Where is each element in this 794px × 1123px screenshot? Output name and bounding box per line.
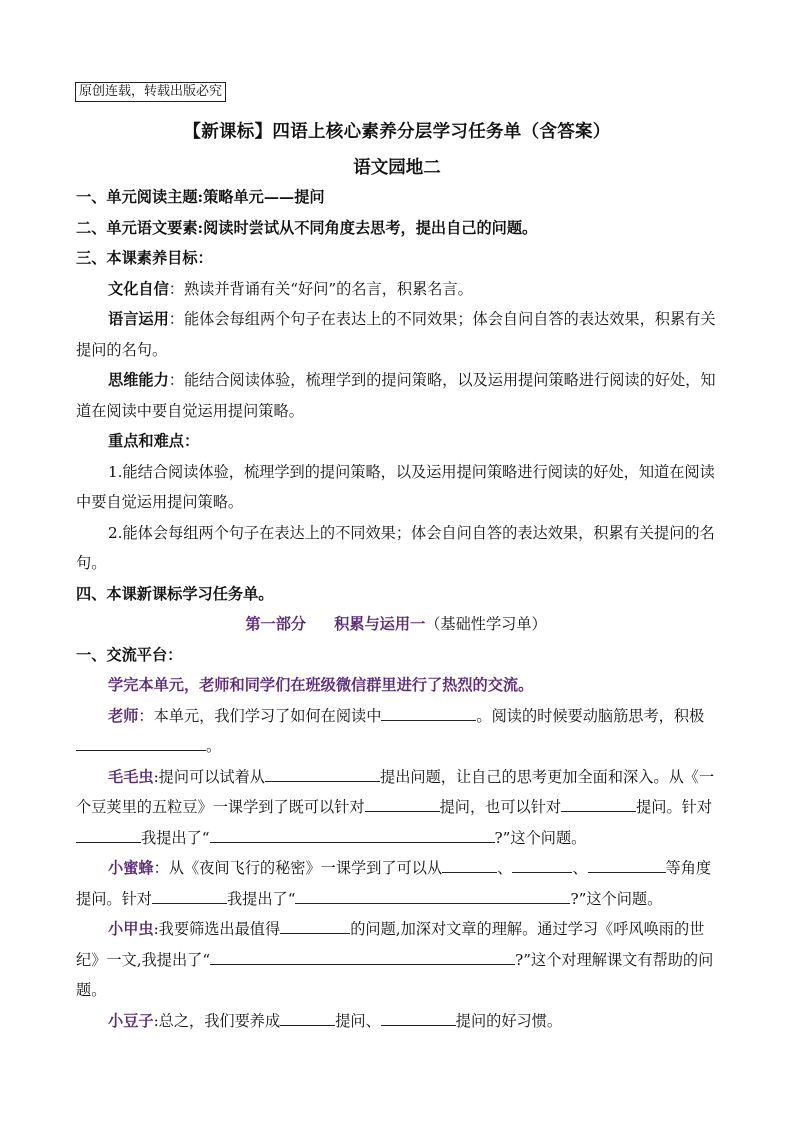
teacher-name: 老师 xyxy=(108,706,139,725)
document-body xyxy=(76,182,716,1036)
bee-text-5: 我提出了“ xyxy=(226,889,296,908)
goal-culture-label: 文化自信 xyxy=(108,279,169,298)
bee-name: 小蜜蜂 xyxy=(108,859,154,877)
fill-blank[interactable] xyxy=(280,919,350,934)
unit-theme: 一、单元阅读主题:策略单元——提问 xyxy=(76,188,325,206)
bean-text-3: 提问的好习惯。 xyxy=(455,1011,563,1030)
goal-language xyxy=(76,304,716,365)
part-name: 积累与运用一 xyxy=(334,615,426,633)
bee-text-2: 、 xyxy=(497,859,513,877)
fill-blank[interactable] xyxy=(442,858,497,873)
chat-intro: 学完本单元，老师和同学们在班级微信群里进行了热烈的交流。 xyxy=(108,676,534,694)
fill-blank[interactable] xyxy=(561,797,636,812)
bean-text-1: :总之，我们要养成 xyxy=(153,1011,281,1030)
fill-blank[interactable] xyxy=(588,858,666,873)
copyright-stamp: 原创连载，转载出版必究 xyxy=(75,82,226,102)
bean-name: 小豆子 xyxy=(108,1011,154,1030)
fill-blank[interactable] xyxy=(381,706,476,721)
caterpillar-name: 毛毛虫 xyxy=(108,767,154,786)
bee-text-3: 、 xyxy=(572,859,588,877)
teacher-text-2: 。阅读的时候要动脑筋思考，积极 xyxy=(476,706,705,725)
caterpillar-text-6: ?”这个问题。 xyxy=(494,828,587,847)
bee-text-1: ：从《夜间飞行的秘密》一课学到了可以从 xyxy=(153,859,443,877)
part-title: 第一部分 xyxy=(245,615,307,633)
fill-blank[interactable] xyxy=(210,828,495,843)
document-title: 【新课标】四语上核心素养分层学习任务单（含答案） xyxy=(183,122,611,142)
task-sheet-heading: 四、本课新课标学习任务单。 xyxy=(76,584,274,603)
fill-blank[interactable] xyxy=(152,889,227,904)
goal-culture xyxy=(76,274,716,305)
bean-text-2: 提问、 xyxy=(335,1011,381,1030)
bee-text-4: 等角度提问。针对 xyxy=(76,859,712,908)
fill-blank[interactable] xyxy=(76,736,206,751)
caterpillar-message xyxy=(76,762,716,854)
beetle-name: 小甲虫 xyxy=(108,920,154,938)
beetle-text-3: ?”这个对理解课文有帮助的问题。 xyxy=(76,950,714,999)
beetle-text-1: :我要筛选出最值得 xyxy=(153,920,281,938)
goal-culture-text: ：熟读并背诵有关“好问”的名言，积累名言。 xyxy=(168,279,473,298)
fill-blank[interactable] xyxy=(512,858,572,873)
part-tag: （基础性学习单） xyxy=(425,615,547,633)
bee-message xyxy=(76,853,716,914)
fill-blank[interactable] xyxy=(381,1011,456,1026)
teacher-text-3: 。 xyxy=(206,737,222,755)
lesson-goals-heading: 三、本课素养目标： xyxy=(76,249,213,267)
beetle-text-2: 的问题,加深对文章的理解。通过学习《呼风唤雨的世纪》一文,我提出了“ xyxy=(76,920,705,969)
bee-text-6: ?”这个问题。 xyxy=(570,889,663,908)
teacher-text-1: ：本单元，我们学习了如何在阅读中 xyxy=(138,706,382,725)
question-1-heading: 一、交流平台： xyxy=(76,645,183,664)
fill-blank[interactable] xyxy=(365,797,440,812)
goal-thinking-label: 思维能力 xyxy=(108,371,169,389)
fill-blank[interactable] xyxy=(76,828,141,843)
teacher-message xyxy=(76,701,716,762)
fill-blank[interactable] xyxy=(280,1011,335,1026)
caterpillar-text-3: 提问，也可以针对 xyxy=(439,798,562,816)
goal-thinking-text: ：能结合阅读体验，梳理学到的提问策略，以及运用提问策略进行阅读的好处，知道在阅读中要自觉运用提问策略。 xyxy=(76,371,716,420)
key-point-1: 1.能结合阅读体验，梳理学到的提问策略，以及运用提问策略进行阅读的好处，知道在阅读中要自觉运用提问策略。 xyxy=(76,462,715,511)
unit-language-element: 二、单元语文要素:阅读时尝试从不同角度去思考，提出自己的问题。 xyxy=(76,218,538,237)
goal-language-label: 语言运用 xyxy=(108,310,169,328)
document-subtitle: 语文园地二 xyxy=(353,158,441,178)
fill-blank[interactable] xyxy=(295,889,570,904)
caterpillar-text-4: 提问。针对 xyxy=(636,798,712,816)
bean-message xyxy=(76,1006,716,1037)
fill-blank[interactable] xyxy=(265,767,380,782)
caterpillar-text-2: 提出问题，让自己的思考更加全面和深入。从《一个豆荚里的五粒豆》一课学到了既可以针对 xyxy=(76,767,715,816)
beetle-message xyxy=(76,914,716,1006)
goal-thinking xyxy=(76,365,716,426)
key-point-2: 2.能体会每组两个句子在表达上的不同效果；体会自问自答的表达效果，积累有关提问的名句。 xyxy=(76,523,715,572)
caterpillar-text-1: :提问可以试着从 xyxy=(153,767,265,786)
goal-language-text: ：能体会每组两个句子在表达上的不同效果；体会自问自答的表达效果，积累有关提问的名句。 xyxy=(76,310,716,359)
caterpillar-text-5: 我提出了“ xyxy=(141,828,210,847)
key-points-heading: 重点和难点： xyxy=(108,432,200,450)
fill-blank[interactable] xyxy=(210,950,515,965)
part-one-heading xyxy=(76,609,716,640)
